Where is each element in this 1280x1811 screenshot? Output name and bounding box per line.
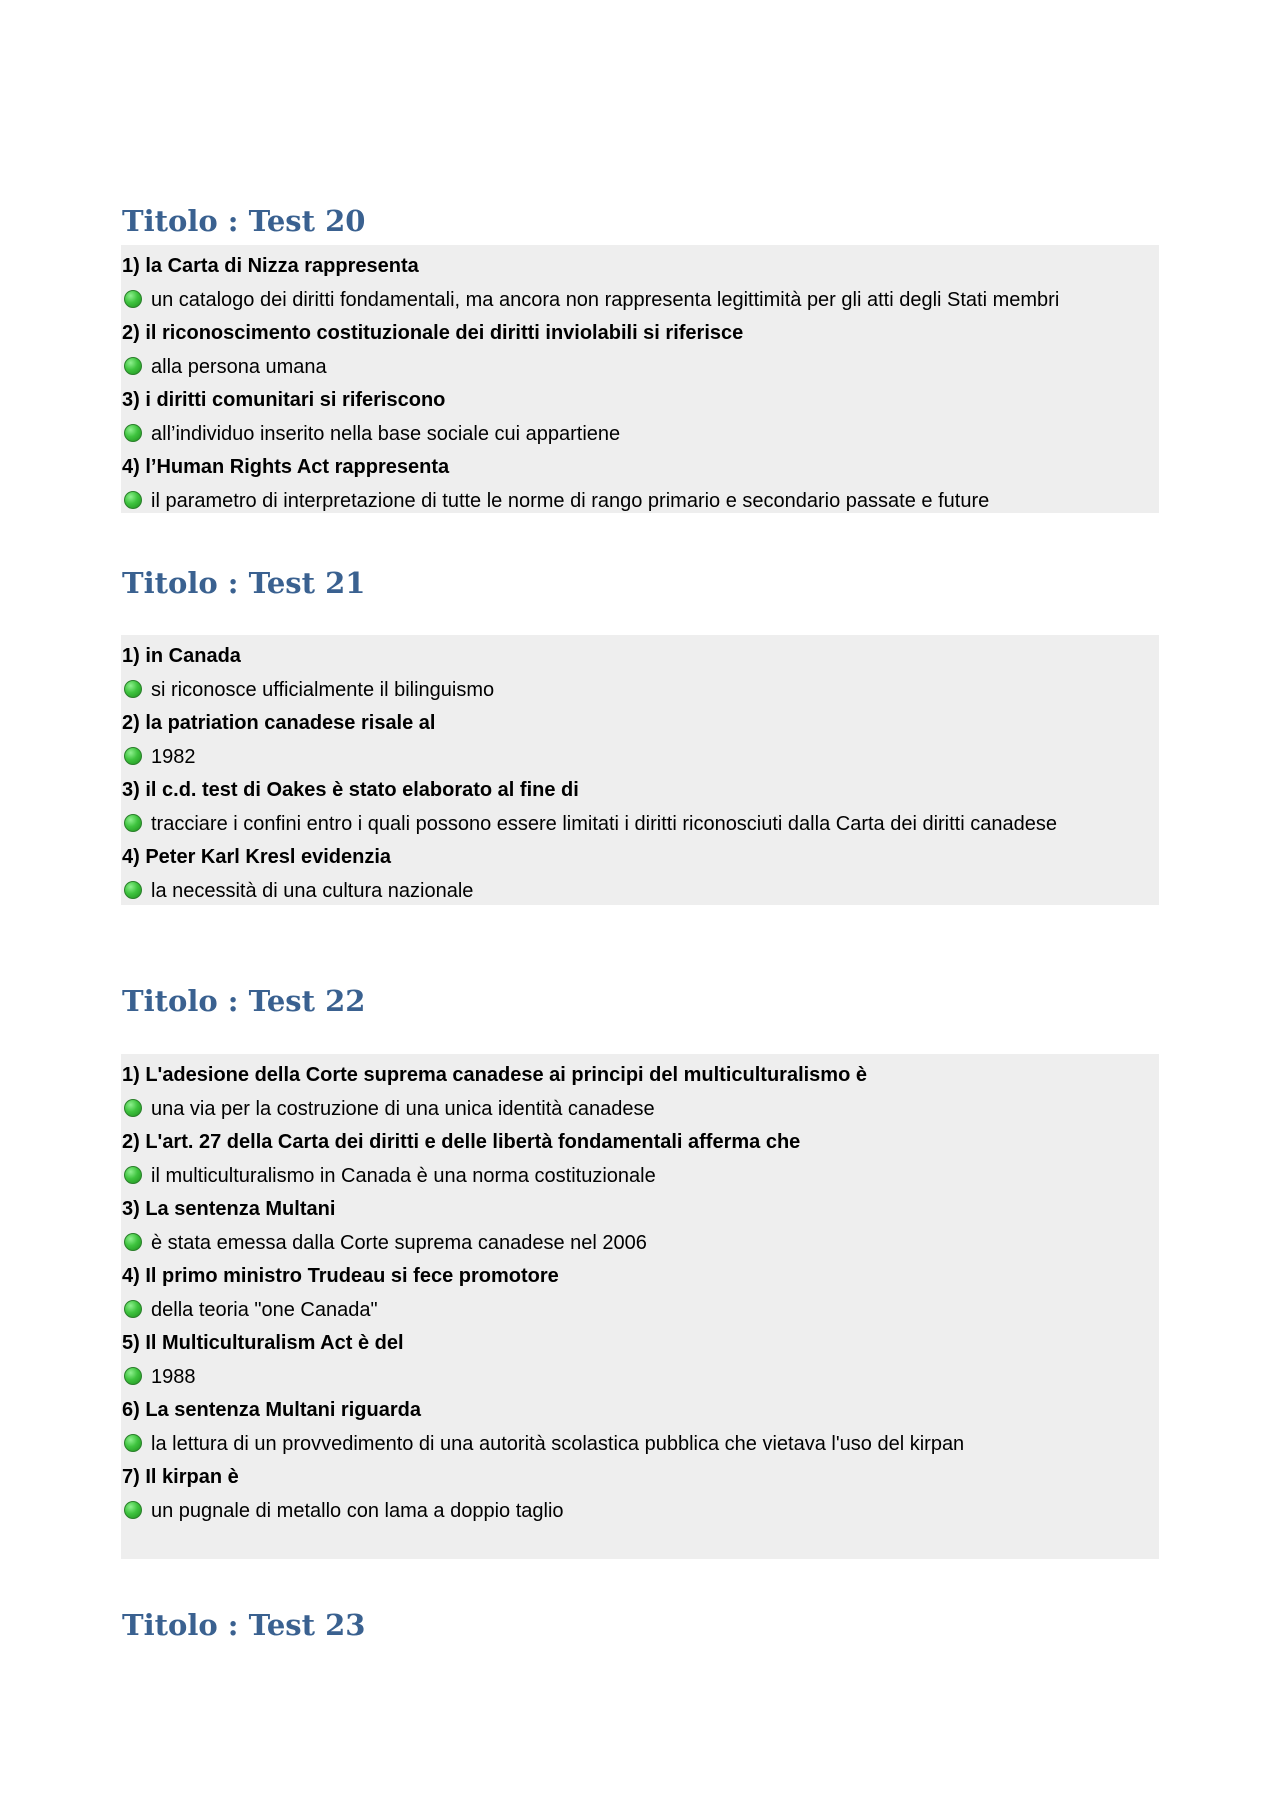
answer-row xyxy=(122,1429,964,1459)
question-text: 1) la Carta di Nizza rappresenta xyxy=(122,255,419,277)
answer-row xyxy=(122,1161,656,1191)
section-title: Titolo : Test 20 xyxy=(122,204,366,238)
answer-row xyxy=(122,742,196,772)
qa-block xyxy=(121,1054,1159,1559)
correct-answer-icon xyxy=(124,1367,142,1385)
correct-answer-icon xyxy=(124,424,142,442)
correct-answer-icon xyxy=(124,1300,142,1318)
answer-text: un pugnale di metallo con lama a doppio taglio xyxy=(151,1500,564,1522)
section-title: Titolo : Test 22 xyxy=(122,984,366,1018)
answer-row xyxy=(122,1362,196,1392)
qa-block xyxy=(121,245,1159,513)
qa-block xyxy=(121,635,1159,905)
answer-text: la lettura di un provvedimento di una autorità scolastica pubblica che vietava l'uso del kirpan xyxy=(151,1433,965,1455)
question-text: 4) Il primo ministro Trudeau si fece promotore xyxy=(122,1265,559,1287)
answer-text: un catalogo dei diritti fondamentali, ma ancora non rappresenta legittimità per gli atti degli Stati membri xyxy=(151,289,1060,311)
question-text: 1) in Canada xyxy=(122,645,241,667)
question-text: 2) il riconoscimento costituzionale dei diritti inviolabili si riferisce xyxy=(122,322,744,344)
question-text: 2) la patriation canadese risale al xyxy=(122,712,436,734)
correct-answer-icon xyxy=(124,1501,142,1519)
answer-row xyxy=(122,675,494,705)
correct-answer-icon xyxy=(124,491,142,509)
correct-answer-icon xyxy=(124,1099,142,1117)
correct-answer-icon xyxy=(124,814,142,832)
answer-text: alla persona umana xyxy=(151,356,327,378)
answer-row xyxy=(122,1496,564,1526)
answer-text: della teoria "one Canada" xyxy=(151,1299,378,1321)
section-title: Titolo : Test 23 xyxy=(122,1608,366,1642)
question-text: 3) i diritti comunitari si riferiscono xyxy=(122,389,446,411)
correct-answer-icon xyxy=(124,680,142,698)
question-text: 4) Peter Karl Kresl evidenzia xyxy=(122,846,392,868)
answer-text: il parametro di interpretazione di tutte le norme di rango primario e secondario passate e future xyxy=(151,490,990,512)
question-text: 6) La sentenza Multani riguarda xyxy=(122,1399,421,1421)
answer-row xyxy=(122,1094,655,1124)
answer-row xyxy=(122,809,1057,839)
question-text: 5) Il Multiculturalism Act è del xyxy=(122,1332,404,1354)
answer-row xyxy=(122,419,620,449)
answer-text: si riconosce ufficialmente il bilinguismo xyxy=(151,679,495,701)
answer-text: 1982 xyxy=(151,746,196,768)
answer-row xyxy=(122,1295,378,1325)
answer-text: all’individuo inserito nella base sociale cui appartiene xyxy=(151,423,621,445)
answer-text: il multiculturalismo in Canada è una norma costituzionale xyxy=(151,1165,656,1187)
answer-row xyxy=(122,285,1059,315)
answer-text: 1988 xyxy=(151,1366,196,1388)
answer-row xyxy=(122,1228,647,1258)
answer-text: tracciare i confini entro i quali possono essere limitati i diritti riconosciuti dalla Carta dei diritti canadese xyxy=(151,813,1057,835)
answer-row xyxy=(122,486,989,516)
correct-answer-icon xyxy=(124,1166,142,1184)
correct-answer-icon xyxy=(124,290,142,308)
answer-row xyxy=(122,352,327,382)
question-text: 2) L'art. 27 della Carta dei diritti e delle libertà fondamentali afferma che xyxy=(122,1131,801,1153)
question-text: 3) il c.d. test di Oakes è stato elaborato al fine di xyxy=(122,779,579,801)
correct-answer-icon xyxy=(124,1434,142,1452)
answer-text: una via per la costruzione di una unica identità canadese xyxy=(151,1098,655,1120)
answer-text: la necessità di una cultura nazionale xyxy=(151,880,474,902)
section-title: Titolo : Test 21 xyxy=(122,566,366,600)
correct-answer-icon xyxy=(124,747,142,765)
correct-answer-icon xyxy=(124,357,142,375)
correct-answer-icon xyxy=(124,1233,142,1251)
question-text: 3) La sentenza Multani xyxy=(122,1198,336,1220)
correct-answer-icon xyxy=(124,881,142,899)
question-text: 4) l’Human Rights Act rappresenta xyxy=(122,456,450,478)
answer-text: è stata emessa dalla Corte suprema canadese nel 2006 xyxy=(151,1232,647,1254)
answer-row xyxy=(122,876,473,906)
question-text: 7) Il kirpan è xyxy=(122,1466,239,1488)
question-text: 1) L'adesione della Corte suprema canadese ai principi del multiculturalismo è xyxy=(122,1064,867,1086)
